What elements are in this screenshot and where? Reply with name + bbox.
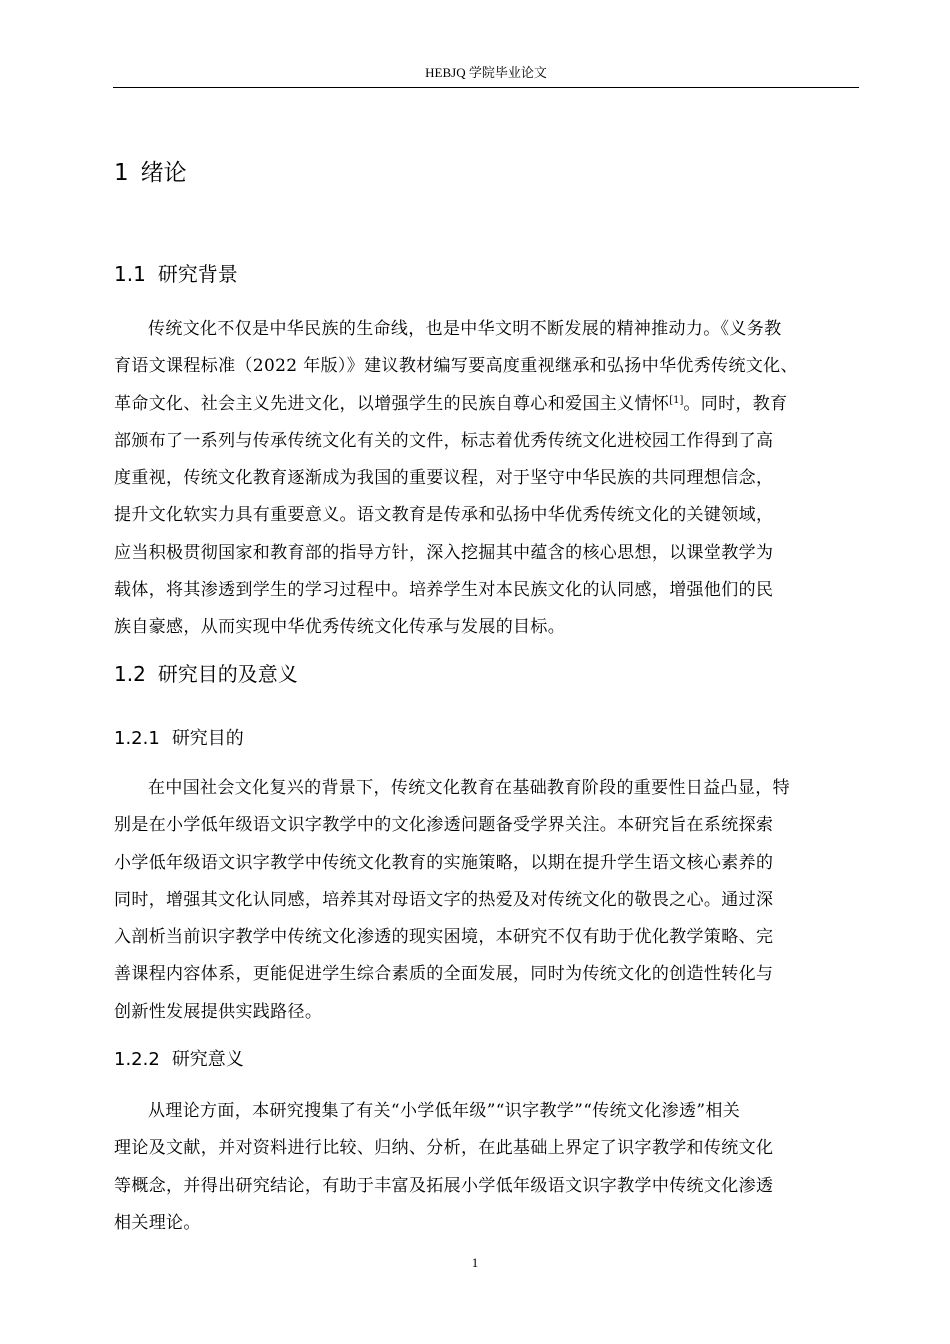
paragraph-line: 相关理论。 <box>114 1212 201 1233</box>
subsection-number: 1.2.1 <box>114 728 160 749</box>
section-title: 研究背景 <box>157 262 238 286</box>
subsection-heading-1-2-2 <box>114 1046 244 1074</box>
paragraph-line: 小学低年级语文识字教学中传统文化教育的实施策略，以期在提升学生语文核心素养的 <box>114 852 774 873</box>
subsection-title: 研究意义 <box>171 1049 244 1070</box>
subsection-title: 研究目的 <box>171 728 244 749</box>
paragraph-line: 部颁布了一系列与传承传统文化有关的文件，标志着优秀传统文化进校园工作得到了高 <box>114 430 774 451</box>
citation-marker[interactable]: [1] <box>669 394 684 406</box>
paragraph-line: 提升文化软实力具有重要意义。语文教育是传承和弘扬中华优秀传统文化的关键领域， <box>114 505 774 526</box>
paragraph-line: 从理论方面，本研究搜集了有关“小学低年级”“识字教学”“传统文化渗透”相关 <box>148 1101 741 1121</box>
paragraph-research-purpose <box>114 770 860 1031</box>
paragraph-line: 族自豪感，从而实现中华优秀传统文化传承与发展的目标。 <box>114 617 566 638</box>
paragraph-line: 载体，将其渗透到学生的学习过程中。培养学生对本民族文化的认同感，增强他们的民 <box>114 580 774 601</box>
paragraph-line: 度重视，传统文化教育逐渐成为我国的重要议程，对于坚守中华民族的共同理想信念， <box>114 468 774 489</box>
paragraph-line: 在中国社会文化复兴的背景下，传统文化教育在基础教育阶段的重要性日益凸显，特 <box>148 778 790 798</box>
paragraph-research-background <box>114 311 860 647</box>
paragraph-line: 入剖析当前识字教学中传统文化渗透的现实困境，本研究不仅有助于优化教学策略、完 <box>114 927 774 948</box>
paragraph-line: 善课程内容体系，更能促进学生综合素质的全面发展，同时为传统文化的创造性转化与 <box>114 964 774 985</box>
paragraph-line: 应当积极贯彻国家和教育部的指导方针，深入挖掘其中蕴含的核心思想，以课堂教学为 <box>114 542 774 563</box>
paragraph-line: 育语文课程标准（2022 年版）》建议教材编写要高度重视继承和弘扬中华优秀传统文化、 <box>114 356 798 377</box>
page-header <box>113 63 859 88</box>
paragraph-line: 传统文化不仅是中华民族的生命线，也是中华文明不断发展的精神推动力。《义务教 <box>148 319 782 339</box>
paragraph-line: 理论及文献，并对资料进行比较、归纳、分析，在此基础上界定了识字教学和传统文化 <box>114 1138 774 1159</box>
paragraph-line: 同时，增强其文化认同感，培养其对母语文字的热爱及对传统文化的敬畏之心。通过深 <box>114 889 774 910</box>
section-number: 1.2 <box>114 662 146 686</box>
chapter-title: 绪论 <box>140 160 187 186</box>
page-number: 1 <box>471 1255 479 1270</box>
header-title: HEBJQ 学院毕业论文 <box>425 65 547 80</box>
subsection-number: 1.2.2 <box>114 1049 160 1070</box>
section-heading-1-2 <box>114 659 298 689</box>
chapter-number: 1 <box>114 160 129 186</box>
subsection-heading-1-2-1 <box>114 725 244 753</box>
section-number: 1.1 <box>114 262 146 286</box>
section-heading-1-1 <box>114 259 238 289</box>
paragraph-research-significance <box>114 1093 860 1242</box>
chapter-heading <box>114 156 187 190</box>
paragraph-line: 革命文化、社会主义先进文化，以增强学生的民族自尊心和爱国主义情怀[1]。同时，教育 <box>114 393 788 414</box>
section-title: 研究目的及意义 <box>157 662 298 686</box>
paragraph-line: 等概念，并得出研究结论，有助于丰富及拓展小学低年级语文识字教学中传统文化渗透 <box>114 1175 774 1196</box>
paragraph-line: 别是在小学低年级语文识字教学中的文化渗透问题备受学界关注。本研究旨在系统探索 <box>114 815 774 836</box>
paragraph-line: 创新性发展提供实践路径。 <box>114 1001 323 1022</box>
